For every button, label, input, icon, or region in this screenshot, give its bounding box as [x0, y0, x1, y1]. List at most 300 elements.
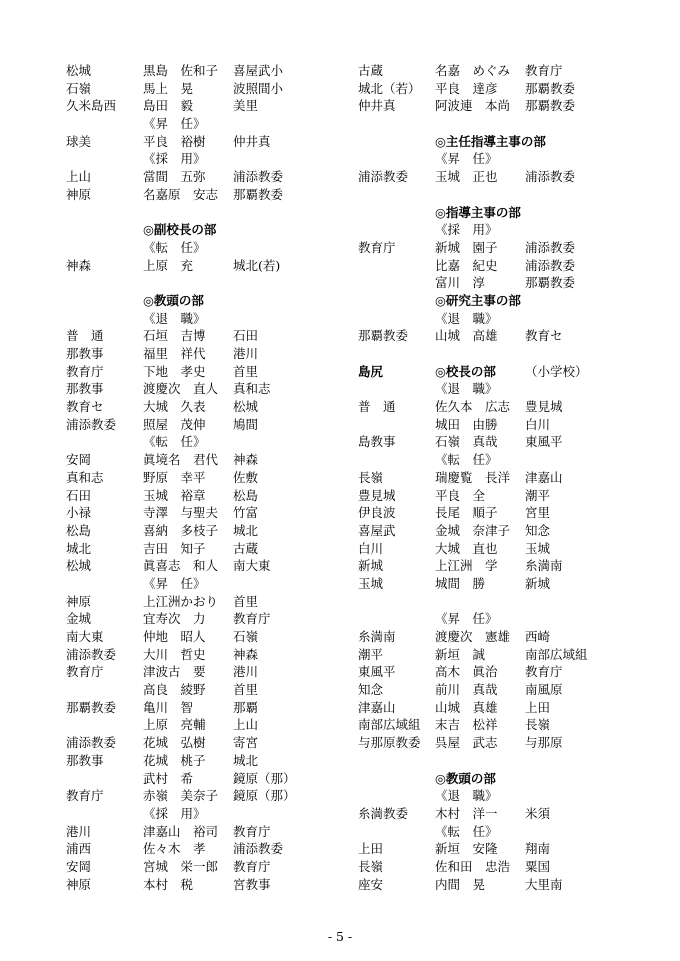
destination-post: 那覇: [233, 699, 259, 715]
person-name: 島田 毅: [143, 98, 194, 114]
personnel-entry: [66, 62, 316, 80]
person-name: 比嘉 紀史: [435, 257, 498, 273]
origin-post: 新城: [358, 558, 384, 574]
person-name: 眞喜志 和人: [143, 558, 219, 574]
subsection-label: 《採 用》: [435, 222, 498, 238]
destination-post: 竹富: [233, 505, 259, 521]
person-name: 眞境名 君代: [143, 452, 219, 468]
person-name: 内間 晃: [435, 876, 486, 892]
person-name: 城間 勝: [435, 575, 486, 591]
personnel-entry: [66, 770, 316, 788]
destination-post: 港川: [233, 346, 259, 361]
origin-post: 南大東: [66, 629, 104, 644]
subsection-label-row: [66, 239, 316, 257]
destination-post: 教育庁: [525, 63, 563, 78]
subsection-label: 《転 任》: [143, 239, 206, 255]
personnel-entry: [358, 433, 608, 451]
personnel-entry: [66, 734, 316, 752]
personnel-entry: [66, 168, 316, 186]
person-name: 佐和田 忠浩: [435, 858, 511, 874]
origin-post: 那覇教委: [358, 328, 409, 344]
personnel-entry: [66, 487, 316, 505]
person-name: 津波古 要: [143, 664, 206, 680]
personnel-entry: [66, 327, 316, 345]
person-name: 阿波連 本尚: [435, 98, 511, 114]
destination-post: 波照間小: [233, 80, 284, 96]
origin-post: 普 通: [358, 399, 396, 415]
origin-post: 球美: [66, 133, 92, 149]
person-name: 黒島 佐和子: [143, 63, 219, 78]
destination-post: 与那原: [525, 735, 563, 751]
person-name: 名嘉 めぐみ: [435, 63, 511, 78]
person-name: 城田 由勝: [435, 416, 498, 432]
destination-post: 津嘉山: [525, 469, 563, 485]
origin-post: 島教事: [358, 434, 396, 450]
origin-post: 那教事: [66, 381, 104, 397]
section-heading-row: [358, 363, 608, 381]
person-name: 前川 真哉: [435, 682, 498, 698]
destination-post: （小学校）: [525, 363, 588, 379]
destination-post: 港川: [233, 664, 259, 680]
origin-post: 那覇教委: [66, 699, 117, 715]
destination-post: 上田: [525, 699, 551, 715]
personnel-entry: [358, 80, 608, 98]
blank-line: [358, 752, 608, 770]
personnel-entry: [66, 610, 316, 628]
section-heading: ◎指導主事の部: [435, 204, 521, 220]
person-name: 大城 久表: [143, 399, 206, 415]
person-name: 赤嶺 美奈子: [143, 788, 219, 804]
personnel-entry: [66, 363, 316, 381]
origin-post: 糸満教委: [358, 805, 409, 821]
section-heading: ◎教頭の部: [143, 292, 204, 308]
person-name: 新垣 誠: [435, 646, 486, 662]
blank-line: [66, 204, 316, 222]
destination-post: 知念: [525, 522, 551, 538]
blank-line: [358, 115, 608, 133]
subsection-label: 《転 任》: [435, 452, 498, 468]
personnel-entry: [358, 327, 608, 345]
origin-post: 安岡: [66, 858, 92, 874]
section-heading-row: [358, 133, 608, 151]
person-name: 新城 園子: [435, 239, 498, 255]
origin-post: 真和志: [66, 469, 104, 485]
destination-post: 玉城: [525, 540, 551, 556]
person-name: 平良 達彦: [435, 80, 498, 96]
personnel-entry: [66, 257, 316, 275]
person-name: 宮城 栄一郎: [143, 858, 219, 874]
origin-post: 城北: [66, 540, 92, 556]
person-name: 上原 充: [143, 257, 194, 273]
blank-line: [358, 345, 608, 363]
personnel-entry: [66, 681, 316, 699]
subsection-label-row: [358, 310, 608, 328]
blank-line: [358, 593, 608, 611]
personnel-entry: [358, 274, 608, 292]
destination-post: 教育セ: [525, 328, 563, 344]
personnel-entry: [66, 646, 316, 664]
origin-post: 安岡: [66, 452, 92, 468]
origin-post: 古蔵: [358, 63, 384, 78]
personnel-entry: [358, 97, 608, 115]
subsection-label-row: [66, 115, 316, 133]
destination-post: 松城: [233, 399, 259, 415]
person-name: 亀川 智: [143, 699, 194, 715]
person-name: 吉田 知子: [143, 540, 206, 556]
destination-post: 教育庁: [233, 858, 271, 874]
personnel-entry: [66, 876, 316, 894]
destination-post: 首里: [233, 682, 259, 698]
personnel-entry: [66, 787, 316, 805]
personnel-entry: [66, 752, 316, 770]
origin-post: 教育庁: [358, 239, 396, 255]
personnel-entry: [358, 840, 608, 858]
subsection-label: 《昇 任》: [143, 575, 206, 591]
origin-post: 教育庁: [66, 788, 104, 804]
origin-post: 浦添教委: [66, 416, 117, 432]
origin-post: 与那原教委: [358, 735, 421, 751]
person-name: 喜納 多枝子: [143, 522, 219, 538]
section-heading-row: [358, 204, 608, 222]
personnel-entry: [358, 487, 608, 505]
origin-post: 浦添教委: [66, 735, 117, 751]
destination-post: 長嶺: [525, 717, 551, 733]
origin-post: 教育庁: [66, 363, 104, 379]
destination-post: 首里: [233, 363, 259, 379]
subsection-label-row: [66, 805, 316, 823]
destination-post: 翔南: [525, 841, 551, 857]
destination-post: 米須: [525, 805, 551, 821]
origin-post: 長嶺: [358, 469, 384, 485]
subsection-label-row: [358, 610, 608, 628]
origin-post: 津嘉山: [358, 699, 396, 715]
subsection-label: 《昇 任》: [435, 611, 498, 627]
destination-post: 石嶺: [233, 629, 259, 644]
personnel-entry: [66, 858, 316, 876]
section-heading: ◎校長の部: [435, 363, 496, 379]
person-name: 花城 桃子: [143, 752, 206, 768]
personnel-entry: [66, 522, 316, 540]
personnel-entry: [66, 186, 316, 204]
personnel-entry: [358, 858, 608, 876]
destination-post: 鏡原（那）: [233, 788, 296, 804]
origin-post: 豊見城: [358, 487, 396, 503]
personnel-entry: [358, 62, 608, 80]
origin-post: 石嶺: [66, 80, 92, 96]
blank-line: [66, 274, 316, 292]
person-name: 山城 真雄: [435, 699, 498, 715]
destination-post: 首里: [233, 593, 259, 609]
origin-post: 松城: [66, 63, 92, 78]
person-name: 馬上 晃: [143, 80, 194, 96]
origin-post: 糸満南: [358, 629, 396, 644]
destination-post: 西崎: [525, 629, 551, 644]
subsection-label-row: [66, 433, 316, 451]
personnel-entry: [66, 398, 316, 416]
origin-post: 浦西: [66, 841, 92, 857]
subsection-label: 《退 職》: [435, 788, 498, 804]
destination-post: 喜屋武小: [233, 63, 284, 78]
person-name: 當間 五弥: [143, 169, 206, 185]
origin-post: 伊良波: [358, 505, 396, 521]
person-name: 瑞慶覧 長洋: [435, 469, 511, 485]
person-name: 玉城 裕章: [143, 487, 206, 503]
personnel-entry: [66, 540, 316, 558]
destination-post: 佐敷: [233, 469, 259, 485]
personnel-entry: [66, 663, 316, 681]
origin-post: 神原: [66, 876, 92, 892]
origin-post: 玉城: [358, 575, 384, 591]
destination-post: 寄宮: [233, 735, 259, 751]
person-name: 末吉 松祥: [435, 717, 498, 733]
origin-post: 那教事: [66, 752, 104, 768]
personnel-entry: [66, 593, 316, 611]
person-name: 木村 洋一: [435, 805, 498, 821]
person-name: 花城 弘樹: [143, 735, 206, 751]
person-name: 平良 裕樹: [143, 133, 206, 149]
personnel-entry: [358, 663, 608, 681]
destination-post: 宮里: [525, 505, 551, 521]
personnel-entry: [358, 540, 608, 558]
person-name: 呉屋 武志: [435, 735, 498, 751]
origin-post: 浦添教委: [358, 169, 409, 185]
origin-post: 教育セ: [66, 399, 104, 415]
section-heading: ◎教頭の部: [435, 770, 496, 786]
destination-post: 南部広域組: [525, 646, 588, 662]
subsection-label: 《昇 任》: [143, 116, 206, 132]
destination-post: 教育庁: [233, 611, 271, 627]
subsection-label-row: [358, 787, 608, 805]
origin-post: 久米島西: [66, 98, 117, 114]
personnel-entry: [358, 876, 608, 894]
subsection-label: 《採 用》: [143, 805, 206, 821]
person-name: 佐久本 広志: [435, 399, 511, 415]
person-name: 金城 奈津子: [435, 522, 511, 538]
destination-post: 教育庁: [525, 664, 563, 680]
destination-post: 大里南: [525, 876, 563, 892]
person-name: 大城 直也: [435, 540, 498, 556]
person-name: 宜寿次 力: [143, 611, 206, 627]
origin-post: 金城: [66, 611, 92, 627]
destination-post: 神森: [233, 452, 259, 468]
origin-post: 城北（若）: [358, 80, 421, 96]
person-name: 武村 希: [143, 770, 194, 786]
origin-post: 神原: [66, 186, 92, 202]
subsection-label-row: [66, 575, 316, 593]
person-name: 上江洲 学: [435, 558, 498, 574]
personnel-entry: [358, 699, 608, 717]
personnel-entry: [66, 469, 316, 487]
destination-post: 上山: [233, 717, 259, 733]
personnel-entry: [358, 504, 608, 522]
origin-post: 仲井真: [358, 98, 396, 114]
personnel-entry: [66, 133, 316, 151]
origin-post: 座安: [358, 876, 384, 892]
subsection-label-row: [358, 823, 608, 841]
origin-post: 浦添教委: [66, 646, 117, 662]
destination-post: 浦添教委: [525, 239, 576, 255]
personnel-entry: [66, 699, 316, 717]
origin-post: 長嶺: [358, 858, 384, 874]
origin-post: 那教事: [66, 346, 104, 361]
person-name: 寺澤 与聖夫: [143, 505, 219, 521]
personnel-entry: [66, 557, 316, 575]
subsection-label: 《採 用》: [143, 151, 206, 167]
section-heading-row: [66, 221, 316, 239]
region-label: 島尻: [358, 363, 384, 379]
person-name: 本村 税: [143, 876, 194, 892]
left-column: [66, 62, 316, 893]
person-name: 津嘉山 裕司: [143, 823, 219, 839]
person-name: 上江洲かおり: [143, 593, 219, 609]
subsection-label-row: [358, 451, 608, 469]
destination-post: 豊見城: [525, 399, 563, 415]
personnel-entry: [358, 681, 608, 699]
origin-post: 松城: [66, 558, 92, 574]
page-number: - 5 -: [327, 929, 353, 944]
personnel-entry: [358, 168, 608, 186]
destination-post: 南大東: [233, 558, 271, 574]
section-heading: ◎副校長の部: [143, 222, 217, 238]
destination-post: 浦添教委: [525, 257, 576, 273]
subsection-label: 《退 職》: [143, 310, 206, 326]
person-name: 野原 幸平: [143, 469, 206, 485]
section-heading-row: [66, 292, 316, 310]
personnel-entry: [358, 716, 608, 734]
origin-post: 普 通: [66, 328, 104, 344]
personnel-entry: [358, 805, 608, 823]
destination-post: 城北: [233, 752, 259, 768]
person-name: 玉城 正也: [435, 169, 498, 185]
personnel-entry: [358, 257, 608, 275]
origin-post: 白川: [358, 540, 384, 556]
destination-post: 浦添教委: [233, 169, 284, 185]
subsection-label: 《転 任》: [435, 823, 498, 839]
destination-post: 城北: [233, 522, 259, 538]
destination-post: 真和志: [233, 381, 271, 397]
destination-post: 古蔵: [233, 540, 259, 556]
origin-post: 神原: [66, 593, 92, 609]
personnel-entry: [358, 416, 608, 434]
person-name: 下地 孝史: [143, 363, 206, 379]
destination-post: 南風原: [525, 682, 563, 698]
destination-post: 那覇教委: [233, 186, 284, 202]
origin-post: 南部広域組: [358, 717, 421, 733]
subsection-label: 《退 職》: [435, 381, 498, 397]
destination-post: 神森: [233, 646, 259, 662]
person-name: 福里 祥代: [143, 346, 206, 361]
person-name: 高良 綾野: [143, 682, 206, 698]
subsection-label: 《転 任》: [143, 434, 206, 450]
person-name: 佐々木 孝: [143, 841, 206, 857]
personnel-entry: [358, 575, 608, 593]
origin-post: 松島: [66, 522, 92, 538]
person-name: 石嶺 真哉: [435, 434, 498, 450]
destination-post: 浦添教委: [525, 169, 576, 185]
destination-post: 白川: [525, 416, 551, 432]
person-name: 長尾 順子: [435, 505, 498, 521]
person-name: 大川 哲史: [143, 646, 206, 662]
origin-post: 潮平: [358, 646, 384, 662]
destination-post: 潮平: [525, 487, 551, 503]
person-name: 名嘉原 安志: [143, 186, 219, 202]
section-heading: ◎研究主事の部: [435, 292, 521, 308]
personnel-entry: [66, 80, 316, 98]
destination-post: 粟国: [525, 858, 551, 874]
personnel-entry: [66, 823, 316, 841]
person-name: 高木 眞治: [435, 664, 498, 680]
person-name: 石垣 吉博: [143, 328, 206, 344]
blank-line: [358, 186, 608, 204]
person-name: 富川 淳: [435, 275, 486, 291]
origin-post: 喜屋武: [358, 522, 396, 538]
personnel-entry: [66, 345, 316, 363]
personnel-entry: [358, 398, 608, 416]
destination-post: 教育庁: [233, 823, 271, 839]
personnel-entry: [358, 557, 608, 575]
destination-post: 鳩間: [233, 416, 259, 432]
person-name: 上原 亮輔: [143, 717, 206, 733]
destination-post: 宮教事: [233, 876, 271, 892]
personnel-entry: [358, 646, 608, 664]
personnel-entry: [66, 380, 316, 398]
person-name: 新垣 安隆: [435, 841, 498, 857]
destination-post: 那覇教委: [525, 80, 576, 96]
person-name: 山城 高雄: [435, 328, 498, 344]
section-heading-row: [358, 770, 608, 788]
origin-post: 上山: [66, 169, 92, 185]
origin-post: 石田: [66, 487, 92, 503]
section-heading-row: [358, 292, 608, 310]
personnel-entry: [66, 416, 316, 434]
destination-post: 美里: [233, 98, 259, 114]
destination-post: 城北(若): [233, 257, 281, 273]
personnel-entry: [66, 716, 316, 734]
destination-post: 鏡原（那）: [233, 770, 296, 786]
personnel-entry: [358, 469, 608, 487]
personnel-entry: [358, 628, 608, 646]
subsection-label-row: [66, 150, 316, 168]
personnel-entry: [358, 239, 608, 257]
origin-post: 教育庁: [66, 664, 104, 680]
origin-post: 東風平: [358, 664, 396, 680]
subsection-label: 《退 職》: [435, 310, 498, 326]
subsection-label-row: [66, 310, 316, 328]
destination-post: 那覇教委: [525, 98, 576, 114]
subsection-label-row: [358, 380, 608, 398]
origin-post: 小禄: [66, 505, 92, 521]
destination-post: 石田: [233, 328, 259, 344]
personnel-entry: [358, 734, 608, 752]
person-name: 渡慶次 憲雄: [435, 629, 511, 644]
destination-post: 新城: [525, 575, 551, 591]
person-name: 渡慶次 直人: [143, 381, 219, 397]
origin-post: 知念: [358, 682, 384, 698]
person-name: 平良 全: [435, 487, 486, 503]
subsection-label-row: [358, 150, 608, 168]
section-heading: ◎主任指導主事の部: [435, 133, 546, 149]
origin-post: 神森: [66, 257, 92, 273]
destination-post: 糸満南: [525, 558, 563, 574]
subsection-label-row: [358, 221, 608, 239]
personnel-entry: [66, 504, 316, 522]
personnel-entry: [66, 628, 316, 646]
subsection-label: 《昇 任》: [435, 151, 498, 167]
personnel-entry: [66, 97, 316, 115]
origin-post: 上田: [358, 841, 384, 857]
origin-post: 港川: [66, 823, 92, 839]
person-name: 照屋 茂伸: [143, 416, 206, 432]
